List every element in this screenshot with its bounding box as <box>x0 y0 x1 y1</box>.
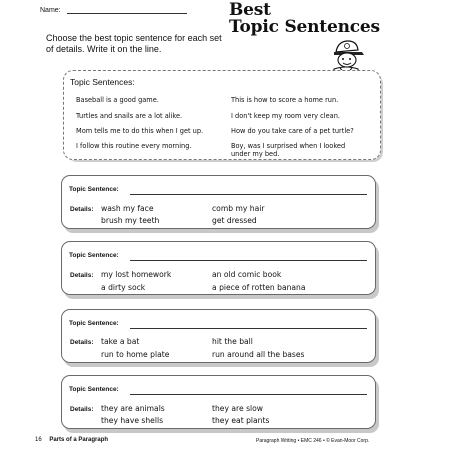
footer-left <box>35 437 108 443</box>
topic-sentence-label: Topic Sentence: <box>69 320 119 327</box>
section-title: Parts of a Paragraph <box>49 437 109 443</box>
title-line-1: Best <box>229 0 271 20</box>
topic-sentence-line[interactable] <box>130 328 367 329</box>
detail-item: they have shells <box>101 416 164 425</box>
detail-item: brush my teeth <box>101 216 160 225</box>
title-line-2: Topic Sentences <box>229 17 380 37</box>
details-label: Details: <box>70 406 94 413</box>
topic-sentence-label: Topic Sentence: <box>69 386 119 393</box>
topic-sentences-heading: Topic Sentences: <box>70 77 135 87</box>
detail-item: an old comic book <box>212 270 282 279</box>
detail-item: they are slow <box>212 404 263 413</box>
detail-item: they are animals <box>101 404 165 413</box>
detail-item: hit the ball <box>212 337 253 346</box>
topic-option: How do you take care of a pet turtle? <box>231 127 354 135</box>
topic-option: Mom tells me to do this when I get up. <box>76 127 204 135</box>
detail-item: comb my hair <box>212 204 265 213</box>
detail-item: take a bat <box>101 337 140 346</box>
topic-option: This is how to score a home run. <box>231 96 339 104</box>
topic-option: I don't keep my room very clean. <box>231 112 340 120</box>
topic-sentence-line[interactable] <box>130 194 367 195</box>
instructions: Choose the best topic sentence for each set of details. Write it on the line. <box>46 33 222 54</box>
detail-item: my lost homework <box>101 270 172 279</box>
topic-sentence-label: Topic Sentence: <box>69 252 119 259</box>
detail-item: a piece of rotten banana <box>212 283 306 292</box>
detail-item: run to home plate <box>101 350 170 359</box>
topic-option: under my bed. <box>231 150 280 158</box>
detail-item: a dirty sock <box>101 283 146 292</box>
name-row <box>40 6 187 14</box>
detail-item: run around all the bases <box>212 350 305 359</box>
topic-option: I follow this routine every morning. <box>76 142 192 150</box>
detail-item: get dressed <box>212 216 257 225</box>
details-label: Details: <box>70 339 94 346</box>
topic-option: Baseball is a good game. <box>76 96 159 104</box>
topic-option: Turtles and snails are a lot alike. <box>76 112 183 120</box>
topic-option: Boy, was I surprised when I looked <box>231 142 346 150</box>
name-line[interactable] <box>67 6 187 14</box>
page-number: 16 <box>35 437 42 443</box>
topic-sentence-line[interactable] <box>130 260 367 261</box>
detail-item: they eat plants <box>212 416 270 425</box>
page-title <box>229 2 380 36</box>
topic-sentence-label: Topic Sentence: <box>69 186 119 193</box>
topic-sentence-line[interactable] <box>130 394 367 395</box>
name-label: Name: <box>40 7 61 14</box>
details-label: Details: <box>70 272 94 279</box>
detail-item: wash my face <box>101 204 154 213</box>
footer-credit: Paragraph Writing • EMC 246 • © Evan-Moor Corp. <box>256 438 370 444</box>
details-label: Details: <box>70 206 94 213</box>
